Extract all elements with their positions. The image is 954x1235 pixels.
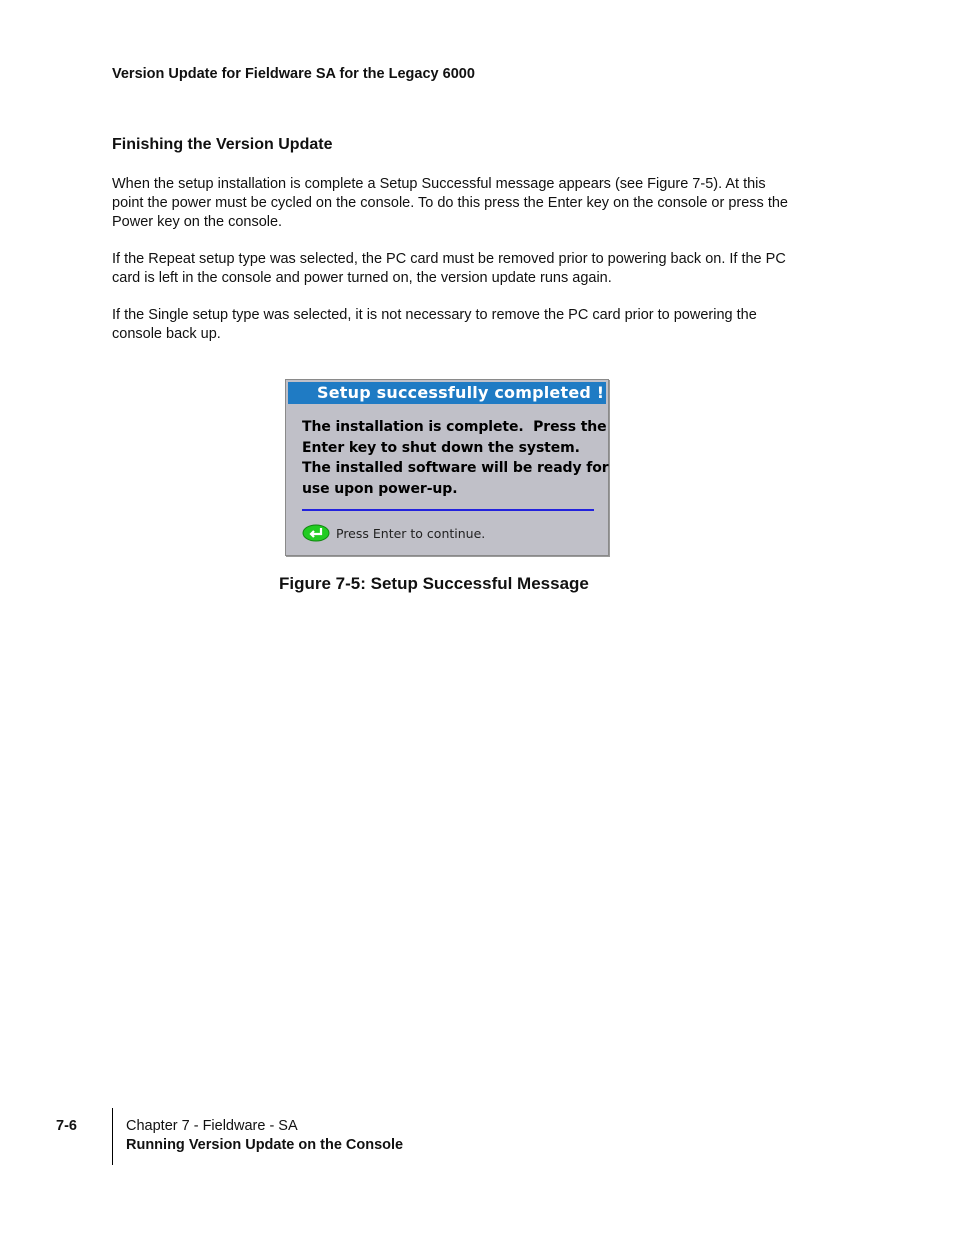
footer-section-title: Running Version Update on the Console	[126, 1137, 404, 1153]
paragraph-repeat-setup: If the Repeat setup type was selected, the PC card must be removed prior to powering back on. If the PC card is left in the console and power turned on, the version update runs again.	[112, 251, 786, 286]
section-heading: Finishing the Version Update	[112, 136, 333, 153]
paragraph-setup-complete: When the setup installation is complete a Setup Successful message appears (see Figure 7-5). At this point the power must be cycled on the console. To do this press the Enter key on the console or press the Power key on the console.	[112, 176, 788, 230]
dialog-message	[302, 417, 609, 499]
figure-caption: Figure 7-5: Setup Successful Message	[279, 574, 589, 593]
dialog-prompt-text: Press Enter to continue.	[336, 525, 486, 541]
dialog-message-line: use upon power-up.	[302, 480, 458, 497]
paragraph-single-setup: If the Single setup type was selected, it is not necessary to remove the PC card prior to powering the console back up.	[112, 307, 757, 342]
dialog-message-line: The installation is complete. Press the	[302, 419, 607, 435]
running-header: Version Update for Fieldware SA for the Legacy 6000	[112, 66, 475, 82]
dialog-divider	[302, 509, 594, 511]
enter-key-icon	[302, 524, 330, 542]
dialog-message-line: Enter key to shut down the system.	[302, 439, 580, 456]
footer-chapter: Chapter 7 - Fieldware - SA	[126, 1118, 298, 1134]
dialog-message-line: The installed software will be ready for	[302, 460, 609, 476]
footer-divider	[112, 1108, 113, 1165]
setup-success-dialog	[285, 379, 609, 556]
dialog-title-bar: Setup successfully completed !	[288, 382, 606, 404]
footer-page-number: 7-6	[56, 1118, 77, 1134]
dialog-prompt	[302, 523, 485, 543]
